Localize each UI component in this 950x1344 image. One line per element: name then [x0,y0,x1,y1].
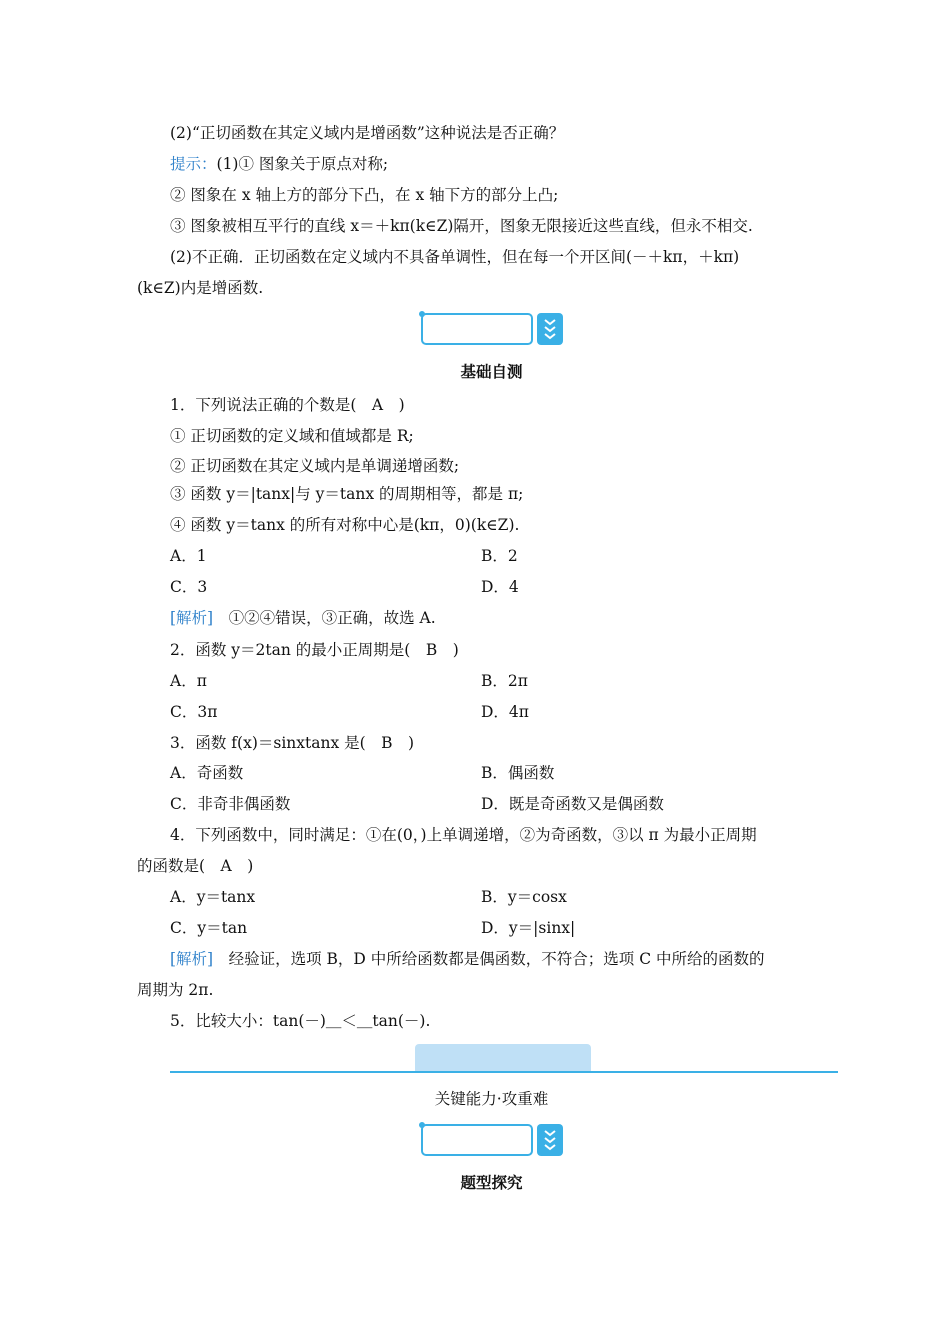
section-marker-2 [421,1124,563,1156]
hint-line-1 [170,153,388,175]
q2-option-c: C．3π [170,703,218,721]
section-dot [419,1122,425,1128]
q4-option-b: B．y＝cosx [481,888,567,906]
q4-analysis-text: 经验证，选项 B，D 中所给函数都是偶函数，不符合；选项 C 中所给的函数的 [213,950,765,968]
section-title-key-ability: 关键能力·攻重难 [434,1090,549,1108]
q1-analysis-text: ①②④错误，③正确，故选 A. [213,609,436,627]
q4-stem-line-2: 的函数是( A ) [137,857,254,875]
q1-stem: 1．下列说法正确的个数是( A ) [170,396,405,414]
hint-line-3: ③ 图象被相互平行的直线 x＝＋kπ(k∈Z)隔开，图象无限接近这些直线，但永不相交. [170,217,753,235]
q4-option-d: D．y＝|sinx| [481,919,576,937]
q1-statement-4: ④ 函数 y＝tanx 的所有对称中心是(kπ，0)(k∈Z). [170,516,520,534]
hint-1-text: (1)① 图象关于原点对称; [216,155,389,173]
section-banner-rule [170,1071,838,1073]
chevron-down-icon [537,1124,563,1156]
chevron-down-icon [537,313,563,345]
q1-option-c: C．3 [170,578,208,596]
q4-analysis-line-1 [170,948,765,970]
section-frame [421,313,533,345]
q4-option-c: C．y＝tan [170,919,248,937]
q2-option-b: B．2π [481,672,528,690]
q1-option-b: B．2 [481,547,518,565]
section-banner-tab [415,1044,591,1071]
answer-2-line-2: (k∈Z)内是增函数. [137,279,264,297]
q2-option-a: A．π [170,672,207,690]
q1-statement-2: ② 正切函数在其定义域内是单调递增函数; [170,457,460,475]
q1-statement-3: ③ 函数 y＝|tanx|与 y＝tanx 的周期相等，都是 π; [170,485,524,503]
q2-stem: 2．函数 y＝2tan 的最小正周期是( B ) [170,641,459,659]
q4-option-a: A．y＝tanx [170,888,256,906]
analysis-label: [解析] [170,609,214,627]
question-2-text: (2)“正切函数在其定义域内是增函数”这种说法是否正确？ [170,124,565,142]
q1-analysis [170,607,436,629]
q1-statement-1: ① 正切函数的定义域和值域都是 R; [170,427,414,445]
q4-analysis-line-2: 周期为 2π. [137,981,214,999]
q3-option-d: D．既是奇函数又是偶函数 [481,795,664,813]
section-frame [421,1124,533,1156]
hint-label: 提示： [170,155,217,173]
q4-stem-line-1: 4．下列函数中，同时满足：①在(0，)上单调递增，②为奇函数，③以 π 为最小正周期 [170,826,757,844]
analysis-label: [解析] [170,950,214,968]
section-title-type-explore: 题型探究 [460,1173,523,1192]
q3-option-c: C．非奇非偶函数 [170,795,291,813]
hint-line-2: ② 图象在 x 轴上方的部分下凸，在 x 轴下方的部分上凸; [170,186,559,204]
q3-stem: 3．函数 f(x)＝sinxtanx 是( B ) [170,734,415,752]
answer-2-line-1: (2)不正确．正切函数在定义域内不具备单调性，但在每一个开区间(－＋kπ，＋kπ) [170,248,740,266]
q1-option-d: D．4 [481,578,519,596]
q5-stem: 5．比较大小：tan(－)＿＜＿tan(－). [170,1012,431,1030]
section-title-basic: 基础自测 [460,362,523,381]
section-dot [419,311,425,317]
q3-option-a: A．奇函数 [170,764,244,782]
section-marker-1 [421,313,563,345]
q2-option-d: D．4π [481,703,529,721]
q1-option-a: A．1 [170,547,207,565]
q3-option-b: B．偶函数 [481,764,555,782]
